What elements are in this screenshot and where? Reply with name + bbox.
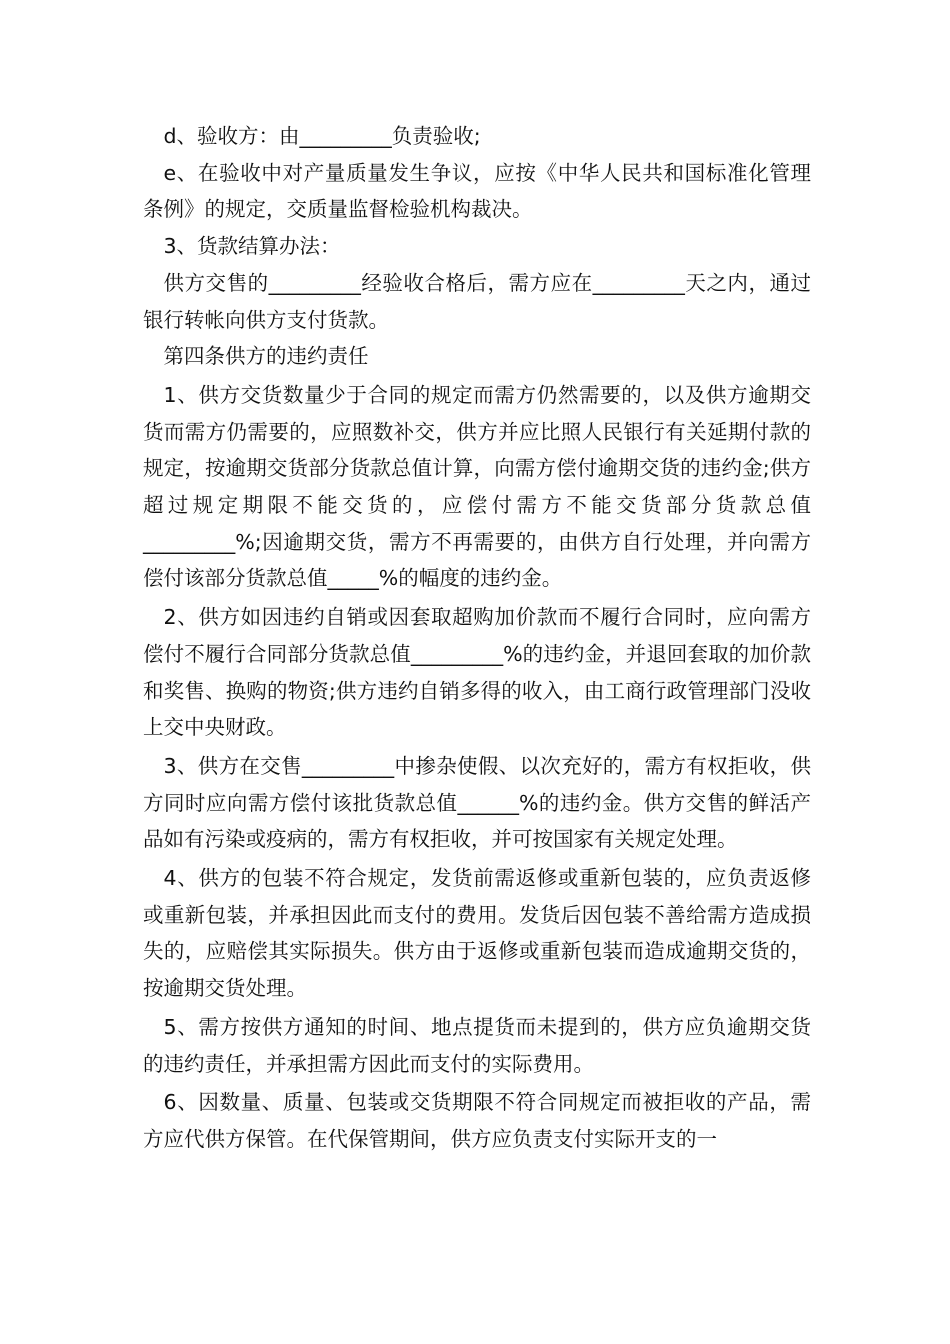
paragraph: d、验收方：由_________负责验收; xyxy=(163,124,481,148)
paragraph: e、在验收中对产量质量发生争议，应按《中华人民共和国标准化管理条例》的规定，交质量监督检验机构裁决。 xyxy=(143,160,811,222)
paragraph: 供方交售的_________经验收合格后，需方应在_________天之内，通过银行转帐向供方支付货款。 xyxy=(143,270,811,332)
paragraph: 2、供方如因违约自销或因套取超购加价款而不履行合同时，应向需方偿付不履行合同部分货款总值_________%的违约金，并退回套取的加价款和奖售、换购的物资;供方违约自销多得的收入，由工商行政管理部门没收上交中央财政。 xyxy=(143,605,811,740)
paragraph: 6、因数量、质量、包装或交货期限不符合同规定而被拒收的产品，需方应代供方保管。在代保管期间，供方应负责支付实际开支的一 xyxy=(143,1090,811,1151)
paragraph: 1、供方交货数量少于合同的规定而需方仍然需要的，以及供方逾期交货而需方仍需要的，应照数补交，供方并应比照人民银行有关延期付款的规定，按逾期交货部分货款总值计算，向需方偿付逾期交货的违约金;供方超过规定期限不能交货的，应偿付需方不能交货部分货款总值_________%;因逾期交货，需方不再需要的，由供方自行处理，并向需方偿付该部分货款总值_____%的幅度的违约金。 xyxy=(143,382,811,591)
paragraph: 3、供方在交售_________中掺杂使假、以次充好的，需方有权拒收，供方同时应向需方偿付该批货款总值______%的违约金。供方交售的鲜活产品如有污染或疫病的，需方有权拒收，并可按国家有关规定处理。 xyxy=(143,753,811,852)
paragraph: 4、供方的包装不符合规定，发货前需返修或重新包装的，应负责返修或重新包装，并承担因此而支付的费用。发货后因包装不善给需方造成损失的，应赔偿其实际损失。供方由于返修或重新包装而造成逾期交货的，按逾期交货处理。 xyxy=(143,866,811,1001)
paragraph: 3、货款结算办法： xyxy=(163,234,341,259)
section-heading: 第四条供方的违约责任 xyxy=(163,344,369,369)
document-body xyxy=(143,118,811,1158)
paragraph: 5、需方按供方通知的时间、地点提货而未提到的，供方应负逾期交货的违约责任，并承担需方因此而支付的实际费用。 xyxy=(143,1014,811,1076)
